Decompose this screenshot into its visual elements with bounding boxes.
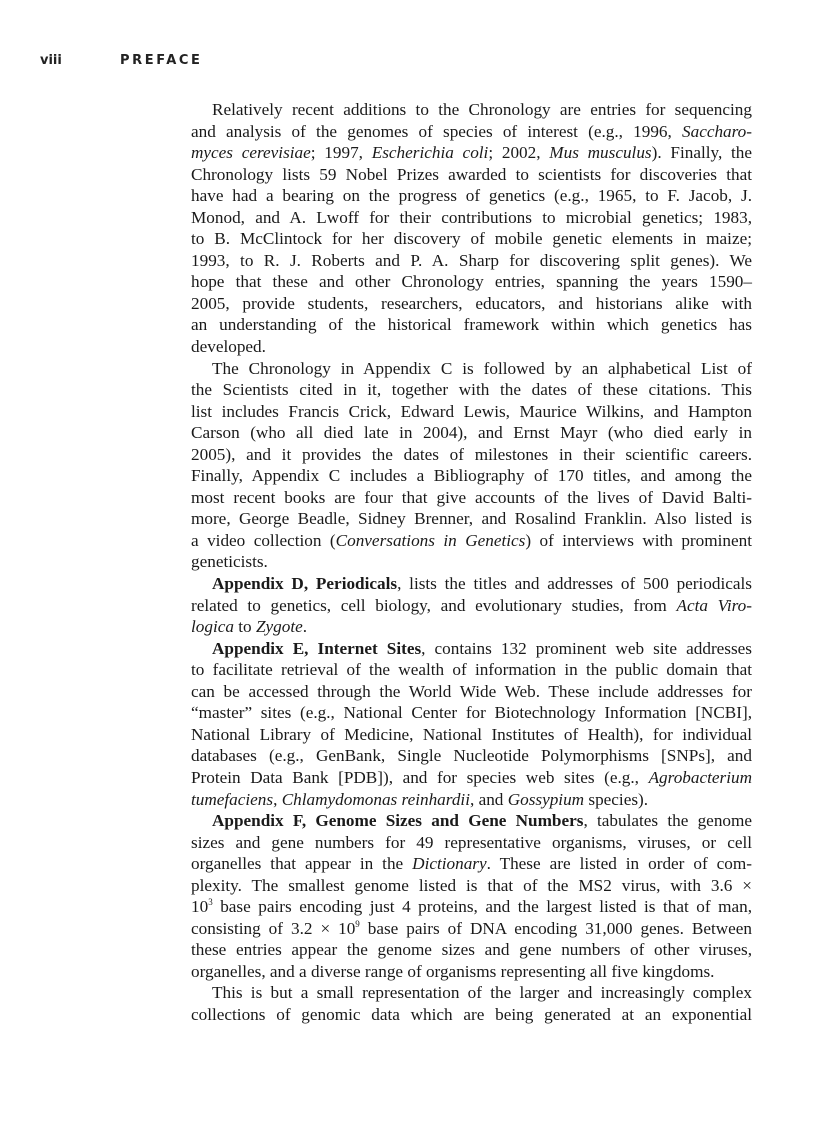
text-line [191, 228, 752, 250]
text-run: 2005, provide students, researchers, educators, and historians alike with [191, 293, 752, 313]
text-line [191, 358, 752, 380]
text-line [191, 875, 752, 897]
superscript: 3 [208, 897, 213, 908]
italic-run: myces cerevisiae [191, 143, 311, 163]
text-line [191, 336, 752, 358]
text-line [191, 271, 752, 293]
text-line [191, 616, 752, 638]
text-line [191, 659, 752, 681]
text-line [191, 444, 752, 466]
text-run: ) of interviews with prominent [525, 530, 752, 550]
italic-run: Zygote [255, 617, 303, 637]
text-line [191, 164, 752, 186]
text-run: . These are listed in order of com- [486, 854, 752, 874]
text-line [191, 99, 752, 121]
text-run: . [302, 617, 308, 637]
text-line [191, 422, 752, 444]
text-run: Chronology lists 59 Nobel Prizes awarded to scientists for discoveries that [191, 164, 752, 184]
text-run: can be accessed through the World Wide Web. These include addresses for [191, 681, 752, 701]
italic-run: Acta Viro- [676, 595, 752, 615]
italic-run: logica [191, 617, 234, 637]
text-line [191, 508, 752, 530]
text-run: the Scientists cited in it, together with the dates of these citations. This [191, 380, 752, 400]
text-run: sizes and gene numbers for 49 representative organisms, viruses, or cell [191, 832, 752, 852]
text-line [191, 121, 752, 143]
text-run: 1993, to R. J. Roberts and P. A. Sharp for discovering split genes). We [191, 250, 752, 270]
text-run: a video collection ( [191, 530, 336, 550]
text-run: to [233, 617, 256, 637]
italic-run: Conversations in Genetics [335, 530, 526, 550]
text-run: most recent books are four that give accounts of the lives of David Balti- [191, 487, 752, 507]
text-run: consisting of 3.2 × 10 [191, 918, 356, 938]
text-line [191, 681, 752, 703]
body-text [191, 99, 752, 1026]
text-line [191, 896, 752, 918]
text-run: Relatively recent additions to the Chronology are entries for sequencing [212, 100, 752, 119]
text-line [191, 142, 752, 164]
italic-run: Chlamydomonas reinhardii [281, 789, 470, 809]
text-line [191, 853, 752, 875]
text-line [191, 745, 752, 767]
text-run: Carson (who all died late in 2004), and Ernst Mayr (who died early in [191, 423, 752, 443]
text-run: base pairs of DNA encoding 31,000 genes. Between [359, 918, 752, 938]
text-run: , lists the titles and addresses of 500 periodicals [397, 574, 752, 594]
text-line [191, 982, 752, 1004]
text-run: species). [584, 789, 649, 809]
text-line [191, 487, 752, 509]
text-line [191, 918, 752, 940]
text-run: developed. [191, 337, 266, 357]
text-line [191, 530, 752, 552]
text-run: plexity. The smallest genome listed is that of the MS2 virus, with 3.6 × [191, 875, 752, 895]
text-run: and analysis of the genomes of species of interest (e.g., 1996, [191, 121, 682, 141]
text-line [191, 724, 752, 746]
text-line [191, 767, 752, 789]
text-line [191, 207, 752, 229]
text-line [191, 401, 752, 423]
text-run: ; 1997, [310, 143, 372, 163]
text-line [191, 293, 752, 315]
text-run: 10 [191, 897, 209, 917]
page-number: viii [40, 53, 62, 68]
text-line [191, 250, 752, 272]
text-run: , and [469, 789, 508, 809]
text-run: to B. McClintock for her discovery of mobile genetic elements in maize; [191, 229, 752, 249]
text-line [191, 573, 752, 595]
text-run: list includes Francis Crick, Edward Lewis, Maurice Wilkins, and Hampton [191, 401, 752, 421]
bold-run: Appendix F, Genome Sizes and Gene Numbers [212, 811, 584, 831]
text-run: databases (e.g., GenBank, Single Nucleotide Polymorphisms [SNPs], and [191, 746, 752, 766]
italic-run: Agrobacterium [648, 767, 752, 787]
text-line [191, 961, 752, 983]
italic-run: Mus musculus [549, 143, 652, 163]
text-line [191, 595, 752, 617]
text-run: organelles that appear in the [191, 854, 413, 874]
text-line [191, 789, 752, 811]
text-run: “master” sites (e.g., National Center for Biotechnology Information [NCBI], [191, 703, 752, 723]
text-line [191, 939, 752, 961]
text-run: , [273, 789, 282, 809]
text-line [191, 1004, 752, 1026]
text-run: hope that these and other Chronology entries, spanning the years 1590– [191, 272, 752, 292]
text-line [191, 185, 752, 207]
text-run: Protein Data Bank [PDB]), and for species web sites (e.g., [191, 767, 649, 787]
text-run: Monod, and A. Lwoff for their contributions to microbial genetics; 1983, [191, 207, 752, 227]
bold-run: Appendix E, Internet Sites [212, 638, 422, 658]
superscript: 9 [355, 918, 360, 929]
italic-run: tumefaciens [191, 789, 274, 809]
text-run: these entries appear the genome sizes and gene numbers of other viruses, [191, 940, 752, 960]
text-run: related to genetics, cell biology, and evolutionary studies, from [191, 595, 677, 615]
bold-run: Appendix D, Periodicals [212, 574, 398, 594]
italic-run: Escherichia coli [371, 143, 489, 163]
text-run: , contains 132 prominent web site addresses [421, 638, 752, 658]
text-line [191, 379, 752, 401]
text-run: organelles, and a diverse range of organisms representing all five kingdoms. [191, 961, 715, 981]
text-run: The Chronology in Appendix C is followed by an alphabetical List of [212, 358, 752, 378]
text-run: Finally, Appendix C includes a Bibliography of 170 titles, and among the [191, 466, 752, 486]
text-run: base pairs encoding just 4 proteins, and the largest listed is that of man, [212, 897, 752, 917]
text-run: ). Finally, the [651, 143, 753, 163]
text-run: an understanding of the historical framework within which genetics has [191, 315, 752, 335]
text-run: to facilitate retrieval of the wealth of information in the public domain that [191, 660, 752, 680]
italic-run: Saccharo- [682, 121, 752, 141]
text-line [191, 638, 752, 660]
text-line [191, 465, 752, 487]
text-run: geneticists. [191, 552, 268, 572]
text-run: more, George Beadle, Sidney Brenner, and Rosalind Franklin. Also listed is [191, 509, 752, 529]
text-run: 2005), and it provides the dates of milestones in their scientific careers. [191, 444, 752, 464]
running-head: PREFACE [120, 53, 203, 68]
text-run: have had a bearing on the progress of genetics (e.g., 1965, to F. Jacob, J. [191, 186, 752, 206]
text-line [191, 551, 752, 573]
italic-run: Gossypium [507, 789, 585, 809]
text-run: , tabulates the genome [583, 811, 752, 831]
text-run: This is but a small representation of the larger and increasingly complex [212, 983, 752, 1003]
text-line [191, 832, 752, 854]
text-run: National Library of Medicine, National Institutes of Health), for individual [191, 724, 752, 744]
text-line [191, 810, 752, 832]
text-line [191, 702, 752, 724]
italic-run: Dictionary [412, 854, 487, 874]
text-run: ; 2002, [488, 143, 550, 163]
text-run: collections of genomic data which are being generated at an exponential [191, 1004, 752, 1024]
text-line [191, 314, 752, 336]
